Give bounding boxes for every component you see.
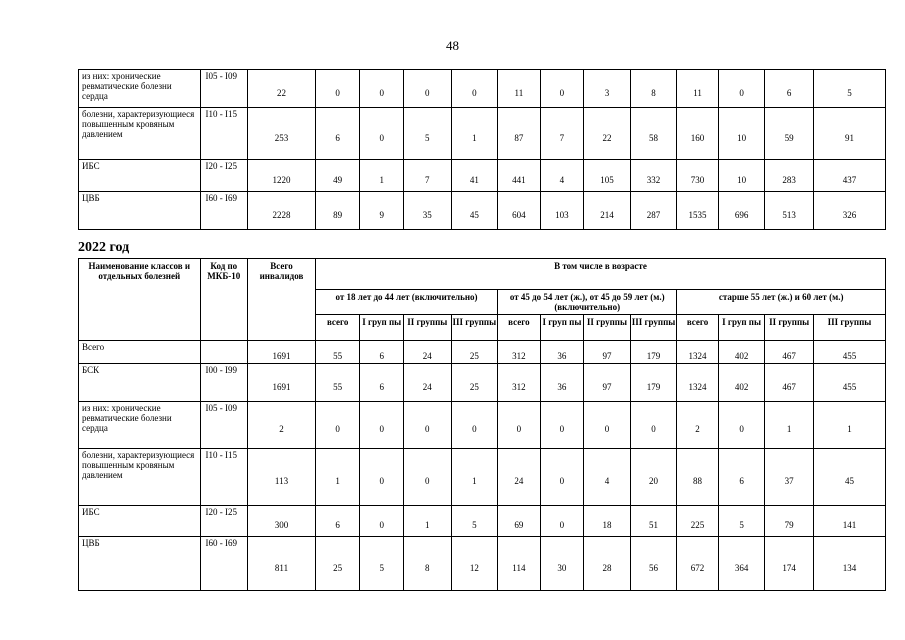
header-age-group-3: старше 55 лет (ж.) и 60 лет (м.) (677, 290, 886, 315)
row-name: из них: хронические ревматические болезни сердца (79, 70, 201, 108)
row-name: ИБС (79, 160, 201, 192)
row-value: 1 (451, 108, 498, 160)
row-value: 114 (498, 537, 541, 591)
row-total-value: 253 (248, 108, 316, 160)
row-code (200, 341, 248, 364)
sub-header-cell: II группы (584, 315, 631, 341)
row-value: 55 (315, 341, 360, 364)
header-name-column: Наименование классов и отдельных болезней (79, 259, 201, 341)
continuation-table (78, 69, 886, 230)
row-value: 287 (630, 192, 677, 230)
row-value: 5 (813, 70, 885, 108)
sub-header-cell: I груп пы (540, 315, 584, 341)
row-value: 6 (315, 506, 360, 537)
row-value: 0 (360, 402, 404, 449)
row-total-value: 2228 (248, 192, 316, 230)
row-code: I60 - I69 (200, 192, 248, 230)
row-value: 7 (403, 160, 451, 192)
row-value: 467 (765, 341, 814, 364)
row-total-value: 1220 (248, 160, 316, 192)
row-value: 1 (315, 449, 360, 506)
row-name: из них: хронические ревматические болезни сердца (79, 402, 201, 449)
row-name: ЦВБ (79, 537, 201, 591)
row-value: 0 (315, 402, 360, 449)
row-value: 6 (765, 70, 814, 108)
row-value: 24 (498, 449, 541, 506)
row-value: 89 (315, 192, 360, 230)
row-value: 88 (677, 449, 719, 506)
disability-table-2022 (78, 258, 886, 591)
row-code: I60 - I69 (200, 537, 248, 591)
row-value: 1 (451, 449, 498, 506)
row-value: 51 (630, 506, 677, 537)
row-value: 9 (360, 192, 404, 230)
row-value: 283 (765, 160, 814, 192)
table-header (79, 259, 886, 341)
row-value: 174 (765, 537, 814, 591)
table-row (79, 160, 886, 192)
row-value: 12 (451, 537, 498, 591)
table-row (79, 449, 886, 506)
row-value: 30 (540, 537, 584, 591)
row-value: 5 (718, 506, 765, 537)
row-value: 513 (765, 192, 814, 230)
row-value: 49 (315, 160, 360, 192)
row-total-value: 811 (248, 537, 316, 591)
row-value: 1324 (677, 341, 719, 364)
row-value: 225 (677, 506, 719, 537)
table-row (79, 341, 886, 364)
row-value: 103 (540, 192, 584, 230)
row-code: I20 - I25 (200, 160, 248, 192)
row-value: 402 (718, 341, 765, 364)
row-value: 5 (360, 537, 404, 591)
sub-header-cell: III группы (630, 315, 677, 341)
row-code: I20 - I25 (200, 506, 248, 537)
row-code: I05 - I09 (200, 402, 248, 449)
row-value: 0 (718, 402, 765, 449)
sub-header-cell: II группы (403, 315, 451, 341)
row-value: 179 (630, 341, 677, 364)
row-name: Всего (79, 341, 201, 364)
row-value: 56 (630, 537, 677, 591)
row-value: 22 (584, 108, 631, 160)
row-value: 326 (813, 192, 885, 230)
row-value: 59 (765, 108, 814, 160)
row-value: 0 (630, 402, 677, 449)
row-code: I10 - I15 (200, 449, 248, 506)
row-value: 437 (813, 160, 885, 192)
row-value: 18 (584, 506, 631, 537)
row-value: 0 (718, 70, 765, 108)
table-row (79, 364, 886, 402)
sub-header-cell: всего (677, 315, 719, 341)
row-value: 0 (403, 449, 451, 506)
row-value: 24 (403, 341, 451, 364)
row-value: 6 (718, 449, 765, 506)
continuation-table-body (79, 70, 886, 230)
row-value: 179 (630, 364, 677, 402)
header-total-column: Всего инвалидов (248, 259, 316, 341)
row-value: 5 (451, 506, 498, 537)
row-code: I05 - I09 (200, 70, 248, 108)
row-value: 28 (584, 537, 631, 591)
header-age-group-1: от 18 лет до 44 лет (включительно) (315, 290, 497, 315)
row-value: 91 (813, 108, 885, 160)
table-body-2022 (79, 341, 886, 591)
row-value: 11 (498, 70, 541, 108)
row-value: 312 (498, 364, 541, 402)
row-value: 6 (315, 108, 360, 160)
row-value: 604 (498, 192, 541, 230)
row-value: 8 (403, 537, 451, 591)
row-value: 455 (813, 364, 885, 402)
row-value: 87 (498, 108, 541, 160)
table-row (79, 70, 886, 108)
row-value: 6 (360, 364, 404, 402)
row-value: 0 (540, 506, 584, 537)
row-value: 97 (584, 364, 631, 402)
row-value: 0 (584, 402, 631, 449)
row-value: 402 (718, 364, 765, 402)
row-value: 5 (403, 108, 451, 160)
row-value: 10 (718, 160, 765, 192)
row-value: 58 (630, 108, 677, 160)
row-value: 0 (360, 449, 404, 506)
row-value: 0 (360, 108, 404, 160)
row-value: 0 (315, 70, 360, 108)
row-value: 25 (451, 364, 498, 402)
row-value: 25 (451, 341, 498, 364)
sub-header-cell: всего (498, 315, 541, 341)
row-value: 69 (498, 506, 541, 537)
row-value: 36 (540, 364, 584, 402)
sub-header-cell: всего (315, 315, 360, 341)
row-value: 24 (403, 364, 451, 402)
row-value: 0 (540, 449, 584, 506)
table-row (79, 402, 886, 449)
row-value: 1535 (677, 192, 719, 230)
row-total-value: 22 (248, 70, 316, 108)
row-name: болезни, характеризующиеся повышенным кровяным давлением (79, 449, 201, 506)
row-value: 45 (813, 449, 885, 506)
row-value: 467 (765, 364, 814, 402)
row-value: 0 (403, 402, 451, 449)
table-row (79, 108, 886, 160)
row-value: 20 (630, 449, 677, 506)
row-value: 0 (451, 70, 498, 108)
sub-header-cell: I груп пы (718, 315, 765, 341)
row-value: 41 (451, 160, 498, 192)
year-heading: 2022 год (78, 240, 130, 255)
sub-header-cell: II группы (765, 315, 814, 341)
row-code: I00 - I99 (200, 364, 248, 402)
row-value: 332 (630, 160, 677, 192)
row-value: 0 (360, 70, 404, 108)
row-total-value: 2 (248, 402, 316, 449)
sub-header-cell: III группы (451, 315, 498, 341)
page-number: 48 (446, 38, 459, 53)
row-value: 11 (677, 70, 719, 108)
row-code: I10 - I15 (200, 108, 248, 160)
row-value: 55 (315, 364, 360, 402)
row-value: 1 (765, 402, 814, 449)
row-value: 1324 (677, 364, 719, 402)
table-row (79, 506, 886, 537)
row-value: 0 (451, 402, 498, 449)
row-value: 97 (584, 341, 631, 364)
row-value: 35 (403, 192, 451, 230)
row-value: 8 (630, 70, 677, 108)
row-value: 134 (813, 537, 885, 591)
row-total-value: 1691 (248, 341, 316, 364)
sub-header-cell: I груп пы (360, 315, 404, 341)
header-age-title: В том числе в возрасте (315, 259, 885, 290)
row-value: 0 (540, 402, 584, 449)
row-value: 1 (360, 160, 404, 192)
row-value: 730 (677, 160, 719, 192)
row-value: 160 (677, 108, 719, 160)
row-value: 37 (765, 449, 814, 506)
row-value: 696 (718, 192, 765, 230)
row-value: 0 (540, 70, 584, 108)
row-value: 0 (403, 70, 451, 108)
row-value: 364 (718, 537, 765, 591)
row-value: 141 (813, 506, 885, 537)
row-value: 672 (677, 537, 719, 591)
row-name: БСК (79, 364, 201, 402)
row-value: 79 (765, 506, 814, 537)
row-value: 10 (718, 108, 765, 160)
row-value: 1 (813, 402, 885, 449)
row-value: 1 (403, 506, 451, 537)
row-value: 214 (584, 192, 631, 230)
row-total-value: 113 (248, 449, 316, 506)
row-value: 6 (360, 341, 404, 364)
table-row (79, 537, 886, 591)
header-age-group-2: от 45 до 54 лет (ж.), от 45 до 59 лет (м.) (включительно) (498, 290, 677, 315)
row-value: 4 (540, 160, 584, 192)
row-value: 4 (584, 449, 631, 506)
row-value: 312 (498, 341, 541, 364)
row-name: болезни, характеризующиеся повышенным кровяным давлением (79, 108, 201, 160)
row-name: ЦВБ (79, 192, 201, 230)
row-value: 0 (498, 402, 541, 449)
row-value: 25 (315, 537, 360, 591)
row-total-value: 1691 (248, 364, 316, 402)
sub-header-cell: III группы (813, 315, 885, 341)
row-value: 0 (360, 506, 404, 537)
row-value: 455 (813, 341, 885, 364)
row-value: 441 (498, 160, 541, 192)
row-name: ИБС (79, 506, 201, 537)
table-row (79, 192, 886, 230)
row-total-value: 300 (248, 506, 316, 537)
header-code-column: Код по МКБ-10 (200, 259, 248, 341)
row-value: 7 (540, 108, 584, 160)
row-value: 105 (584, 160, 631, 192)
row-value: 36 (540, 341, 584, 364)
row-value: 3 (584, 70, 631, 108)
row-value: 2 (677, 402, 719, 449)
row-value: 45 (451, 192, 498, 230)
